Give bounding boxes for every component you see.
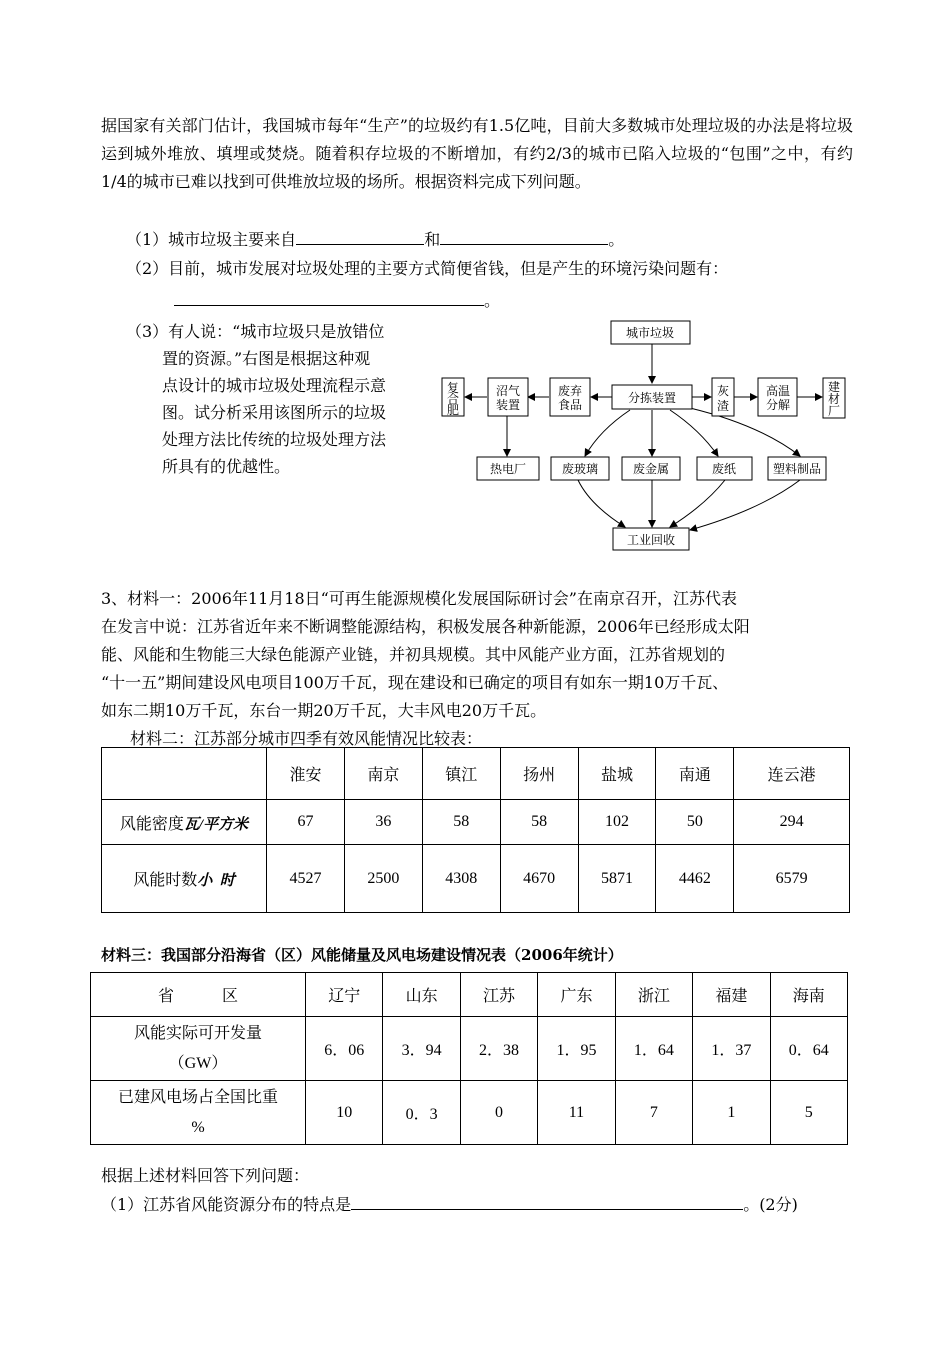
flow-center: 分拣装置 xyxy=(627,391,677,405)
table2-province: 山东 xyxy=(383,973,460,1017)
garbage-flowchart xyxy=(0,0,950,560)
table1-city: 连云港 xyxy=(734,748,850,800)
q3-line-1: （3）有人说：“城市垃圾只是放错位 xyxy=(126,322,385,341)
table2-row-share xyxy=(91,1081,848,1145)
table1-cell: 6579 xyxy=(734,845,850,913)
flow-jiancai-2: 材 xyxy=(827,392,841,406)
m1-line-5: 如东二期10万千瓦，东台一期20万千瓦，大丰风电20万千瓦。 xyxy=(101,701,547,720)
q1-prefix: （1）城市垃圾主要来自 xyxy=(126,230,297,249)
m1-line-1: 3、材料一：2006年11月18日“可再生能源规模化发展国际研讨会”在南京召开，江苏代表 xyxy=(101,589,737,608)
q3-line-2: 置的资源。”右图是根据这种观 xyxy=(162,349,371,368)
table1-city: 南京 xyxy=(344,748,422,800)
table1-city: 镇江 xyxy=(422,748,500,800)
density-label: 风能密度 xyxy=(119,815,184,833)
table2-row2-label xyxy=(91,1081,306,1145)
table1-city: 淮安 xyxy=(267,748,345,800)
table1-cell: 102 xyxy=(578,800,656,845)
table1-cell: 50 xyxy=(656,800,734,845)
q3-line-6: 所具有的优越性。 xyxy=(162,457,291,476)
q2-suffix: 。 xyxy=(484,291,501,310)
share-unit: % xyxy=(191,1118,205,1136)
m1-line-3: 能、风能和生物能三大绿色能源产业链，并初具规模。其中风能产业方面，江苏省规划的 xyxy=(101,645,726,664)
table2-row-capacity xyxy=(91,1017,848,1081)
capacity-unit: （GW） xyxy=(168,1054,228,1072)
table2-cell: 0 xyxy=(460,1081,537,1145)
table1-cell: 4670 xyxy=(500,845,578,913)
hours-unit: 小 时 xyxy=(197,873,235,889)
density-unit: 瓦/平方米 xyxy=(183,816,249,833)
flow-fuhefei-2: 合 xyxy=(446,392,460,406)
table2-cell: 6．06 xyxy=(306,1017,383,1081)
qa1-suffix: 。(2分) xyxy=(743,1195,798,1214)
answer-question-1 xyxy=(101,1191,798,1215)
flow-bottom-2: 废金属 xyxy=(632,462,670,476)
flow-gaowen-1: 高温 xyxy=(765,384,791,398)
flow-recycle: 工业回收 xyxy=(626,533,676,547)
qa1-prefix: （1）江苏省风能资源分布的特点是 xyxy=(101,1195,352,1214)
flow-feiqi-1: 废弃 xyxy=(557,384,583,398)
table1-city: 盐城 xyxy=(578,748,656,800)
flow-bottom-3: 废纸 xyxy=(711,462,737,476)
m1-line-4: “十一五”期间建设风电项目100万千瓦，现在建设和已确定的项目有如东一期10万千瓦、 xyxy=(101,673,729,692)
flow-feiqi-2: 食品 xyxy=(557,398,583,412)
wind-energy-city-table xyxy=(101,747,850,913)
flow-top: 城市垃圾 xyxy=(625,326,675,340)
intro-paragraph: 据国家有关部门估计，我国城市每年“生产”的垃圾约有1.5亿吨，目前大多数城市处理垃圾的办法是将垃圾运到城外堆放、填埋或焚烧。随着积存垃圾的不断增加，有约2/3的城市已陷入垃圾的“包围”之中，有约1/4的城市已难以找到可供堆放垃圾的场所。根据资料完成下列问题。 xyxy=(101,116,853,191)
flow-fuhefei-3: 肥 xyxy=(446,403,460,417)
table1-cell: 4308 xyxy=(422,845,500,913)
capacity-label: 风能实际可开发量 xyxy=(133,1024,262,1042)
flow-bottom-1: 废玻璃 xyxy=(561,462,599,476)
table2-header-row xyxy=(91,973,848,1017)
table2-cell: 1 xyxy=(693,1081,770,1145)
table1-cell: 5871 xyxy=(578,845,656,913)
flow-zhaoqi-2: 装置 xyxy=(495,398,521,412)
table1-corner xyxy=(102,748,267,800)
table2-cell: 5 xyxy=(770,1081,847,1145)
m1-line-2: 在发言中说：江苏省近年来不断调整能源结构，积极发展各种新能源，2006年已经形成太阳 xyxy=(101,617,750,636)
table1-row-hours xyxy=(102,845,850,913)
table1-cell: 36 xyxy=(344,800,422,845)
share-label: 已建风电场占全国比重 xyxy=(117,1088,278,1106)
table2-cell: 1．95 xyxy=(538,1017,615,1081)
q1-mid: 和 xyxy=(424,230,441,249)
table1-city: 南通 xyxy=(656,748,734,800)
table2-province: 浙江 xyxy=(615,973,692,1017)
answer-intro: 根据上述材料回答下列问题： xyxy=(101,1166,310,1185)
table1-cell: 58 xyxy=(500,800,578,845)
table1-header-row xyxy=(102,748,850,800)
table2-province: 海南 xyxy=(770,973,847,1017)
table1-cell: 4527 xyxy=(267,845,345,913)
table2-cell: 11 xyxy=(538,1081,615,1145)
table2-cell: 1．37 xyxy=(693,1017,770,1081)
flow-bottom-4: 塑料制品 xyxy=(772,462,822,476)
table1-cell: 2500 xyxy=(344,845,422,913)
flow-jiancai-3: 厂 xyxy=(827,404,841,418)
flow-jiancai-1: 建 xyxy=(827,380,841,394)
table1-cell: 4462 xyxy=(656,845,734,913)
table2-province: 广东 xyxy=(538,973,615,1017)
table2-province: 江苏 xyxy=(460,973,537,1017)
q1-suffix: 。 xyxy=(608,230,625,249)
table2-row1-label xyxy=(91,1017,306,1081)
question-2: （2）目前，城市发展对垃圾处理的主要方式简便省钱，但是产生的环境污染问题有： xyxy=(126,259,729,278)
table1-cell: 58 xyxy=(422,800,500,845)
coastal-wind-table xyxy=(90,972,848,1145)
flow-redian: 热电厂 xyxy=(489,462,527,476)
table1-cell: 67 xyxy=(267,800,345,845)
material3-title: 材料三：我国部分沿海省（区）风能储量及风电场建设情况表（2006年统计） xyxy=(101,946,623,964)
table2-cell: 2．38 xyxy=(460,1017,537,1081)
flow-huizha-2: 渣 xyxy=(716,399,730,413)
table2-cell: 7 xyxy=(615,1081,692,1145)
table2-province: 辽宁 xyxy=(306,973,383,1017)
table1-row-density xyxy=(102,800,850,845)
flow-fuhefei-1: 复 xyxy=(446,381,460,395)
table2-cell: 3．94 xyxy=(383,1017,460,1081)
q3-line-4: 图。试分析采用该图所示的垃圾 xyxy=(162,403,387,422)
table2-header-label: 省 区 xyxy=(91,973,306,1017)
table2-province: 福建 xyxy=(693,973,770,1017)
flow-huizha-1: 灰 xyxy=(716,384,730,398)
table2-cell: 10 xyxy=(306,1081,383,1145)
table1-row2-label xyxy=(102,845,267,913)
qa1-blank[interactable] xyxy=(351,1191,743,1210)
table2-cell: 0．3 xyxy=(383,1081,460,1145)
flow-gaowen-2: 分解 xyxy=(765,398,791,412)
material2-title: 材料二：江苏部分城市四季有效风能情况比较表： xyxy=(130,729,483,748)
table1-city: 扬州 xyxy=(500,748,578,800)
hours-label: 风能时数 xyxy=(133,872,198,889)
table1-cell: 294 xyxy=(734,800,850,845)
flow-zhaoqi-1: 沼气 xyxy=(495,384,521,398)
q3-line-3: 点设计的城市垃圾处理流程示意 xyxy=(162,376,387,395)
table2-cell: 0．64 xyxy=(770,1017,847,1081)
table1-row1-label xyxy=(102,800,267,845)
table2-cell: 1．64 xyxy=(615,1017,692,1081)
q3-line-5: 处理方法比传统的垃圾处理方法 xyxy=(162,430,387,449)
